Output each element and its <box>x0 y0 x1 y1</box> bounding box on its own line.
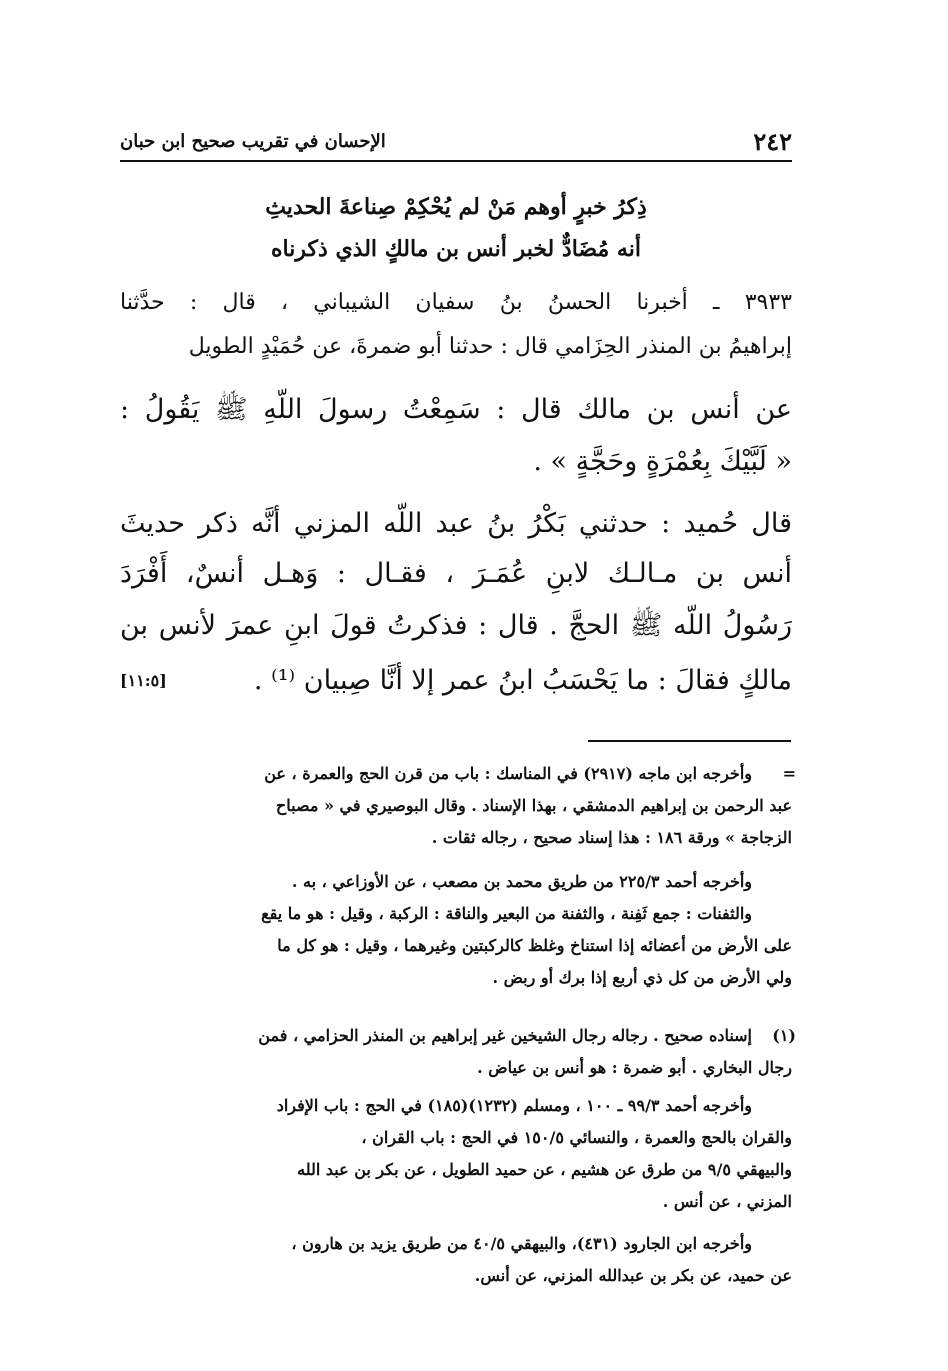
header-divider <box>120 160 792 162</box>
footnote-block-5 <box>120 1228 792 1292</box>
page-header <box>120 126 792 156</box>
volume-reference: [١١:٥] <box>120 670 167 690</box>
sanad-line-2: إبراهيمُ بن المنذر الحِزَامي قال : حدثنا أبو ضمرةَ، عن حُمَيْدٍ الطويل <box>188 334 792 359</box>
footnote-line: الزجاجة » ورقة ١٨٦ : هذا إسناد صحيح ، رجاله ثقات . <box>431 828 792 847</box>
footnote-line: ولي الأرض من كل ذي أربع إذا برك أو ربض . <box>492 968 792 987</box>
matn-line-3: قال حُميد : حدثني بَكْرُ بنُ عبد اللّه المزني أنَّه ذكر حديثَ <box>120 508 792 539</box>
footnote-line: رجال البخاري . أبو ضمرة : هو أنس بن عياض . <box>477 1058 792 1077</box>
footnote-line: وأخرجه أحمد ٢٢٥/٣ من طريق محمد بن مصعب ، عن الأوزاعي ، به . <box>291 872 752 891</box>
footnote-block-4 <box>120 1090 792 1218</box>
matn-line-2: « لَبَّيْكَ بِعُمْرَةٍ وحَجَّةٍ » . <box>533 446 792 477</box>
footnote-line: المزني ، عن أنس . <box>662 1192 792 1211</box>
continuation-marker: = <box>782 764 796 783</box>
footnote-block-1 <box>120 758 796 854</box>
footnote-line: والقران بالحج والعمرة ، والنسائي ١٥٠/٥ في الحج : باب القران ، <box>361 1128 792 1147</box>
sanad-line-1: ٣٩٣٣ ـ أخبرنا الحسنُ بنُ سفيان الشيباني ، قال : حدَّثنا <box>120 290 792 315</box>
footnote-line: وأخرجه ابن ماجه (٢٩١٧) في المناسك : باب من قرن الحج والعمرة ، عن <box>264 764 752 783</box>
footnote-line: والبيهقي ٩/٥ من طرق عن هشيم ، عن حميد الطويل ، عن بكر بن عبد الله <box>297 1160 792 1179</box>
footnote-line: وأخرجه ابن الجارود (٤٣١)، والبيهقي ٤٠/٥ من طريق يزيد بن هارون ، <box>291 1234 752 1253</box>
matn-line-4: أنس بن مـالـك لابنِ عُمَـرَ ، فقـال : وَهـل أنسٌ، أَفْرَدَ <box>120 558 792 589</box>
matn-line-5: رَسُولُ اللّه ﷺ الحجَّ . قال : فذكرتُ قولَ ابنِ عمرَ لأنس بن <box>120 610 792 641</box>
chapter-heading <box>120 186 792 270</box>
footnote-line: عن حميد، عن بكر بن عبدالله المزني، عن أنس. <box>474 1266 792 1285</box>
running-title: الإحسان في تقريب صحيح ابن حبان <box>120 130 386 152</box>
footnote-line: على الأرض من أعضائه إذا استناخ وغلظ كالركبتين وغيرهما ، وقيل : هو كل ما <box>277 936 792 955</box>
footnote-line: إسناده صحيح . رجاله رجال الشيخين غير إبراهيم بن المنذر الحزامي ، فمن <box>258 1026 752 1045</box>
page-number: ٢٤٢ <box>753 126 792 156</box>
footnote-divider <box>588 740 791 742</box>
footnote-block-2 <box>120 866 792 994</box>
footnote-line: عبد الرحمن بن إبراهيم الدمشقي ، بهذا الإسناد . وقال البوصيري في « مصباح <box>275 796 792 815</box>
heading-line-1: ذِكرُ خبرٍ أوهم مَنْ لم يُحْكِمْ صِناعةَ الحديثِ <box>265 194 647 220</box>
matn-line-6: مالكٍ فقالَ : ما يَحْسَبُ ابنُ عمر إلا أنَّا صِبيان ⁽¹⁾ . <box>253 664 792 696</box>
heading-line-2: أنه مُضَادٌّ لخبر أنس بن مالكٍ الذي ذكرناه <box>271 236 641 262</box>
footnote-line: والثفنات : جمع ثَفِنة ، والثفنة من البعير والناقة : الركبة ، وقيل : هو ما يقع <box>261 904 752 923</box>
footnote-line: وأخرجه أحمد ٩٩/٣ ـ ١٠٠ ، ومسلم (١٢٣٢)(١٨٥) في الحج : باب الإفراد <box>276 1096 752 1115</box>
matn-line-1: عن أنس بن مالك قال : سَمِعْتُ رسولَ اللّهِ ﷺ يَقُولُ : <box>120 394 792 425</box>
footnote-number: (١) <box>772 1026 796 1045</box>
hadith-final-line <box>120 655 792 705</box>
footnote-block-3 <box>120 1020 796 1084</box>
